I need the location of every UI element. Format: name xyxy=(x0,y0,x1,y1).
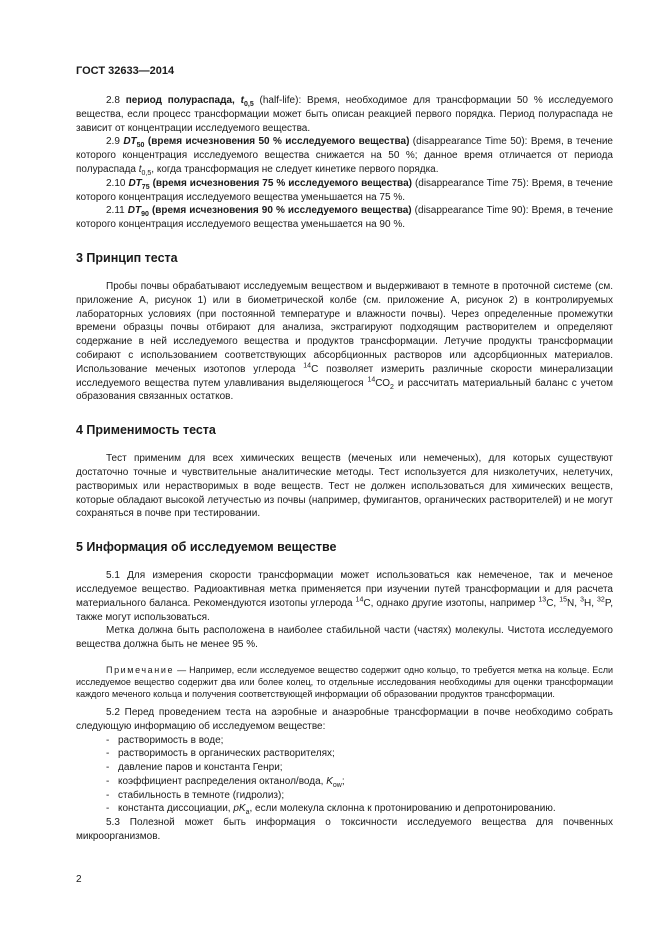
standard-code-header: ГОСТ 32633—2014 xyxy=(76,65,175,77)
symbol-subscript: 0,5 xyxy=(243,101,254,108)
definition-text: (disappearance Time 50): Время, в течение которого концентрация исследуемого вещества снижается на 50 %; данное время отличается от периода полураспада xyxy=(76,136,613,175)
symbol: pK xyxy=(233,803,246,815)
list-item: - стабильность в темноте (гидролиз); xyxy=(106,789,613,803)
isotope-superscript: 13 xyxy=(538,596,547,604)
definition-2-9 xyxy=(76,135,613,176)
page-number: 2 xyxy=(76,874,82,885)
symbol: K xyxy=(326,775,333,787)
page-content xyxy=(76,94,613,844)
isotope-superscript: 3 xyxy=(580,596,584,604)
term: (время исчезновения 90 % исследуемого вещества) xyxy=(148,205,412,217)
clause-number: 2.11 xyxy=(106,205,128,217)
list-item: - растворимость в воде; xyxy=(106,734,613,748)
isotope-superscript: 14 xyxy=(367,376,376,384)
symbol-subscript: 75 xyxy=(141,183,150,191)
definition-text: , когда трансформация не следует кинетике первого порядка. xyxy=(151,163,439,175)
definition-2-10 xyxy=(76,177,613,205)
list-item: - коэффициент распределения октанол/вода, $K_{ow}$; xyxy=(106,775,613,789)
symbol: t xyxy=(240,95,244,106)
term: период полураспада, xyxy=(125,95,241,106)
section-4-heading: 4 Применимость теста xyxy=(76,423,216,438)
isotope-superscript: 14 xyxy=(355,596,364,604)
list-item: - константа диссоциации, $pK_a$, если молекула склонна к протонированию и депротонированию. xyxy=(106,802,613,816)
symbol-subscript: 90 xyxy=(141,211,149,219)
list-item: - растворимость в органических растворителях; xyxy=(106,747,613,761)
required-information-list xyxy=(76,734,613,817)
symbol: DT xyxy=(123,136,137,148)
clause-5-1: 5.1 Для измерения скорости трансформации может использоваться как немеченое, так и меченое исследуемое вещество. Радиоактивная метка применяется при изучении путей трансформации и для расчета материального баланса. Рекомендуются изотопы углерода $^{14}$С, однако другие изотопы, например $^{13}$С, $^{15}$N, $^3$H, $^{32}$P, также могут использоваться. xyxy=(76,570,613,623)
note-text: — Например, если исследуемое вещество содержит одно кольцо, то требуется метка на кольце. Если исследуемое вещество содержит два или более колец, то отдельные исследования необходимы для оценки трансформации каждого меченого кольца и получения соответствующей информации об образовании продуктов трансформации. xyxy=(76,664,613,699)
definition-text: (half-life): Время, необходимое для трансформации 50 % исследуемого вещества, если процесс трансформации может быть описан реакцией первого порядка. Период полураспада не зависит от концентрации исследуемого вещества. xyxy=(76,95,614,134)
clause-number: 2.8 xyxy=(106,95,126,106)
symbol: DT xyxy=(127,205,142,217)
isotope-superscript: 15 xyxy=(559,596,568,604)
definition-text: (disappearance Time 90): Время, в течение которого концентрация исследуемого вещества уменьшается на 90 %. xyxy=(76,205,614,231)
clause-number: 2.10 xyxy=(106,177,129,189)
clause-5-3: 5.3 Полезной может быть информация о токсичности исследуемого вещества для почвенных микроорганизмов. xyxy=(76,817,613,843)
symbol-subscript: 0,5 xyxy=(141,169,152,177)
isotope-superscript: 32 xyxy=(597,596,605,604)
symbol-subscript: 50 xyxy=(136,142,145,150)
clause-number: 2.9 xyxy=(106,136,124,148)
isotope-superscript: 14 xyxy=(303,362,312,370)
symbol-subscript: a xyxy=(245,809,250,817)
section-3-paragraph: Пробы почвы обрабатывают исследуемым веществом и выдерживают в темноте в проточной системе (см. приложение А, рисунок 1) или в биометрической колбе (см. приложение А, рисунок 2) в контролируемых лабораторных условиях (при постоянной температуре и влажности почвы). Через определенные промежутки времени образцы почвы отбирают для анализа, экстрагируют подходящим растворителем и определяют содержание в ней исследуемого вещества и продуктов трансформации. Летучие продукты трансформации собирают с использованием соответствующих абсорбционных растворов или адсорбционных материалов. Использование меченых изотопов углерода $^{14}$С позволяет измерить различные скорости минерализации исследуемого вещества путем улавливания выделяющегося $^{14}СО_2$ и рассчитать материальный баланс с учетом образования связанных остатков. xyxy=(76,280,614,403)
term: (время исчезновения 75 % исследуемого вещества) xyxy=(149,177,412,189)
note-label: Примечание xyxy=(106,664,175,675)
symbol: DT xyxy=(128,177,142,189)
definition-2-11 xyxy=(76,204,613,232)
symbol-subscript: ow xyxy=(332,781,342,789)
definition-text: (disappearance Time 75): Время, в течение которого концентрация исследуемого вещества уменьшается на 75 %. xyxy=(76,177,613,203)
note-paragraph xyxy=(76,664,613,700)
symbol: t xyxy=(138,163,142,175)
section-5-heading: 5 Информация об исследуемом веществе xyxy=(76,540,337,555)
section-4-paragraph: Тест применим для всех химических веществ (меченых или немеченых), для которых существуют достаточно точные и чувствительные аналитические методы. Тест используется для низколетучих, нелетучих, растворимых или нерастворимых в воде веществ. Тест не должен использоваться для химических веществ, которые обладают высокой летучестью из почвы (например, фумигантов, органических растворителей) и не могут сохраняться в почве при тестировании. xyxy=(76,453,613,520)
section-3-heading: 3 Принцип теста xyxy=(76,250,178,265)
clause-5-2: 5.2 Перед проведением теста на аэробные и анаэробные трансформации в почве необходимо собрать следующую информацию об исследуемом веществе: xyxy=(76,706,613,732)
formula-subscript: 2 xyxy=(390,383,394,391)
definition-2-8 xyxy=(76,94,613,135)
clause-5-1-label-paragraph: Метка должна быть расположена в наиболее стабильной части (частях) молекулы. Чистота исследуемого вещества должна быть не менее 95 %. xyxy=(76,625,613,651)
list-item: - давление паров и константа Генри; xyxy=(106,761,613,775)
term: (время исчезновения 50 % исследуемого вещества) xyxy=(144,136,410,148)
